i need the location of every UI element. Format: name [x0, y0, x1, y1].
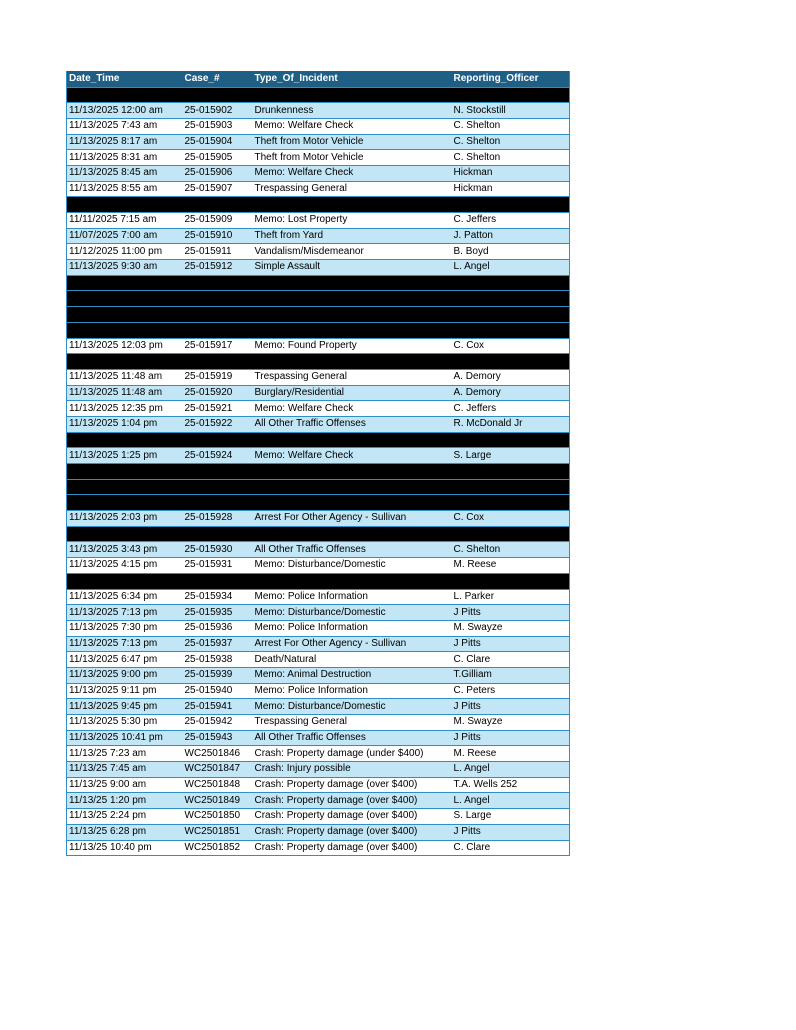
cell-case-number: 25-015940: [183, 683, 253, 699]
cell-type-of-incident: [253, 322, 452, 338]
cell-case-number: 25-015904: [183, 134, 253, 150]
redacted-row: [67, 479, 570, 495]
cell-case-number: [183, 526, 253, 542]
redacted-row: [67, 87, 570, 103]
cell-date-time: 11/13/2025 1:25 pm: [67, 448, 183, 464]
cell-type-of-incident: Crash: Property damage (over $400): [253, 777, 452, 793]
table-row: [67, 683, 570, 699]
table-row: [67, 369, 570, 385]
cell-type-of-incident: Memo: Disturbance/Domestic: [253, 558, 452, 574]
cell-type-of-incident: Theft from Motor Vehicle: [253, 150, 452, 166]
cell-case-number: [183, 87, 253, 103]
cell-type-of-incident: Vandalism/Misdemeanor: [253, 244, 452, 260]
cell-case-number: 25-015903: [183, 118, 253, 134]
cell-case-number: [183, 464, 253, 480]
cell-reporting-officer: [452, 322, 570, 338]
cell-type-of-incident: All Other Traffic Offenses: [253, 542, 452, 558]
cell-date-time: 11/13/2025 11:48 am: [67, 369, 183, 385]
table-row: [67, 511, 570, 527]
table-row: [67, 824, 570, 840]
table-row: [67, 589, 570, 605]
cell-case-number: [183, 307, 253, 323]
cell-reporting-officer: C. Clare: [452, 840, 570, 856]
cell-date-time: [67, 291, 183, 307]
cell-type-of-incident: Memo: Animal Destruction: [253, 667, 452, 683]
incident-table: [66, 71, 570, 856]
cell-type-of-incident: All Other Traffic Offenses: [253, 730, 452, 746]
cell-type-of-incident: All Other Traffic Offenses: [253, 416, 452, 432]
cell-reporting-officer: C. Cox: [452, 338, 570, 354]
cell-date-time: 11/13/2025 4:15 pm: [67, 558, 183, 574]
cell-date-time: 11/11/2025 7:15 am: [67, 213, 183, 229]
cell-date-time: [67, 479, 183, 495]
redacted-row: [67, 322, 570, 338]
cell-date-time: [67, 495, 183, 511]
cell-type-of-incident: [253, 464, 452, 480]
cell-case-number: 25-015902: [183, 103, 253, 119]
cell-type-of-incident: [253, 275, 452, 291]
cell-type-of-incident: [253, 495, 452, 511]
table-row: [67, 103, 570, 119]
cell-type-of-incident: Memo: Disturbance/Domestic: [253, 699, 452, 715]
table-row: [67, 652, 570, 668]
cell-type-of-incident: Trespassing General: [253, 181, 452, 197]
redacted-row: [67, 495, 570, 511]
cell-reporting-officer: C. Jeffers: [452, 401, 570, 417]
cell-case-number: 25-015911: [183, 244, 253, 260]
cell-reporting-officer: J Pitts: [452, 824, 570, 840]
table-row: [67, 385, 570, 401]
cell-date-time: 11/13/2025 9:11 pm: [67, 683, 183, 699]
cell-date-time: 11/13/2025 8:55 am: [67, 181, 183, 197]
cell-reporting-officer: L. Angel: [452, 762, 570, 778]
cell-reporting-officer: J Pitts: [452, 636, 570, 652]
cell-type-of-incident: Crash: Property damage (over $400): [253, 824, 452, 840]
cell-case-number: 25-015941: [183, 699, 253, 715]
cell-case-number: WC2501852: [183, 840, 253, 856]
cell-date-time: 11/13/2025 8:31 am: [67, 150, 183, 166]
cell-reporting-officer: Hickman: [452, 165, 570, 181]
table-row: [67, 699, 570, 715]
cell-type-of-incident: Arrest For Other Agency - Sullivan: [253, 636, 452, 652]
cell-date-time: [67, 322, 183, 338]
cell-type-of-incident: [253, 291, 452, 307]
cell-case-number: 25-015912: [183, 260, 253, 276]
cell-reporting-officer: C. Shelton: [452, 118, 570, 134]
cell-date-time: [67, 87, 183, 103]
cell-date-time: [67, 526, 183, 542]
cell-date-time: [67, 573, 183, 589]
table-row: [67, 730, 570, 746]
cell-date-time: 11/13/2025 9:30 am: [67, 260, 183, 276]
table-row: [67, 448, 570, 464]
cell-case-number: 25-015928: [183, 511, 253, 527]
cell-reporting-officer: C. Peters: [452, 683, 570, 699]
cell-date-time: 11/13/2025 12:00 am: [67, 103, 183, 119]
cell-date-time: 11/13/2025 3:43 pm: [67, 542, 183, 558]
header-case-number: Case_#: [183, 71, 253, 87]
cell-date-time: 11/13/2025 8:17 am: [67, 134, 183, 150]
cell-type-of-incident: Crash: Injury possible: [253, 762, 452, 778]
cell-type-of-incident: Memo: Welfare Check: [253, 448, 452, 464]
cell-date-time: 11/13/2025 6:47 pm: [67, 652, 183, 668]
table-row: [67, 416, 570, 432]
cell-reporting-officer: J Pitts: [452, 699, 570, 715]
cell-case-number: 25-015935: [183, 605, 253, 621]
cell-reporting-officer: [452, 432, 570, 448]
cell-case-number: 25-015917: [183, 338, 253, 354]
cell-type-of-incident: Trespassing General: [253, 715, 452, 731]
cell-case-number: WC2501847: [183, 762, 253, 778]
cell-type-of-incident: [253, 573, 452, 589]
cell-reporting-officer: Hickman: [452, 181, 570, 197]
cell-date-time: 11/13/25 6:28 pm: [67, 824, 183, 840]
cell-case-number: [183, 495, 253, 511]
table-row: [67, 228, 570, 244]
cell-reporting-officer: J. Patton: [452, 228, 570, 244]
cell-type-of-incident: Crash: Property damage (over $400): [253, 809, 452, 825]
header-type-of-incident: Type_Of_Incident: [253, 71, 452, 87]
cell-reporting-officer: L. Angel: [452, 260, 570, 276]
cell-case-number: [183, 197, 253, 213]
cell-date-time: 11/13/2025 7:13 pm: [67, 636, 183, 652]
cell-type-of-incident: Theft from Yard: [253, 228, 452, 244]
cell-case-number: WC2501849: [183, 793, 253, 809]
table-row: [67, 165, 570, 181]
redacted-row: [67, 275, 570, 291]
cell-reporting-officer: N. Stockstill: [452, 103, 570, 119]
cell-date-time: [67, 432, 183, 448]
cell-date-time: 11/13/2025 10:41 pm: [67, 730, 183, 746]
cell-date-time: 11/13/25 7:45 am: [67, 762, 183, 778]
cell-case-number: 25-015931: [183, 558, 253, 574]
cell-date-time: 11/13/2025 7:30 pm: [67, 620, 183, 636]
cell-type-of-incident: Memo: Police Information: [253, 589, 452, 605]
cell-type-of-incident: Memo: Welfare Check: [253, 401, 452, 417]
table-row: [67, 840, 570, 856]
table-row: [67, 558, 570, 574]
cell-type-of-incident: Memo: Welfare Check: [253, 118, 452, 134]
table-row: [67, 620, 570, 636]
table-row: [67, 150, 570, 166]
cell-type-of-incident: Crash: Property damage (under $400): [253, 746, 452, 762]
header-reporting-officer: Reporting_Officer: [452, 71, 570, 87]
cell-reporting-officer: [452, 307, 570, 323]
cell-type-of-incident: Memo: Disturbance/Domestic: [253, 605, 452, 621]
cell-case-number: 25-015921: [183, 401, 253, 417]
cell-type-of-incident: [253, 307, 452, 323]
cell-case-number: 25-015920: [183, 385, 253, 401]
cell-case-number: [183, 479, 253, 495]
cell-reporting-officer: T.Gilliam: [452, 667, 570, 683]
cell-date-time: 11/13/2025 11:48 am: [67, 385, 183, 401]
cell-reporting-officer: M. Reese: [452, 746, 570, 762]
header-date-time: Date_Time: [67, 71, 183, 87]
cell-reporting-officer: C. Shelton: [452, 134, 570, 150]
table-row: [67, 244, 570, 260]
cell-type-of-incident: [253, 197, 452, 213]
cell-date-time: 11/13/25 10:40 pm: [67, 840, 183, 856]
table-row: [67, 213, 570, 229]
table-row: [67, 260, 570, 276]
table-row: [67, 715, 570, 731]
cell-reporting-officer: L. Parker: [452, 589, 570, 605]
cell-reporting-officer: M. Reese: [452, 558, 570, 574]
redacted-row: [67, 197, 570, 213]
cell-reporting-officer: [452, 464, 570, 480]
cell-type-of-incident: Memo: Welfare Check: [253, 165, 452, 181]
cell-date-time: 11/13/2025 8:45 am: [67, 165, 183, 181]
cell-case-number: 25-015936: [183, 620, 253, 636]
cell-reporting-officer: C. Clare: [452, 652, 570, 668]
cell-reporting-officer: C. Jeffers: [452, 213, 570, 229]
cell-case-number: 25-015934: [183, 589, 253, 605]
cell-case-number: [183, 275, 253, 291]
table-row: [67, 605, 570, 621]
cell-reporting-officer: [452, 479, 570, 495]
redacted-row: [67, 526, 570, 542]
table-row: [67, 338, 570, 354]
cell-reporting-officer: [452, 275, 570, 291]
cell-reporting-officer: J Pitts: [452, 605, 570, 621]
cell-date-time: 11/13/2025 12:03 pm: [67, 338, 183, 354]
cell-date-time: 11/13/2025 7:13 pm: [67, 605, 183, 621]
table-row: [67, 542, 570, 558]
table-body: [67, 87, 570, 856]
redacted-row: [67, 464, 570, 480]
cell-reporting-officer: M. Swayze: [452, 715, 570, 731]
cell-type-of-incident: Crash: Property damage (over $400): [253, 793, 452, 809]
cell-reporting-officer: M. Swayze: [452, 620, 570, 636]
cell-date-time: [67, 275, 183, 291]
cell-case-number: WC2501851: [183, 824, 253, 840]
cell-reporting-officer: C. Cox: [452, 511, 570, 527]
cell-date-time: 11/13/2025 9:45 pm: [67, 699, 183, 715]
cell-type-of-incident: Simple Assault: [253, 260, 452, 276]
cell-reporting-officer: B. Boyd: [452, 244, 570, 260]
cell-type-of-incident: [253, 432, 452, 448]
cell-reporting-officer: C. Shelton: [452, 542, 570, 558]
cell-case-number: WC2501850: [183, 809, 253, 825]
cell-reporting-officer: C. Shelton: [452, 150, 570, 166]
cell-type-of-incident: Burglary/Residential: [253, 385, 452, 401]
cell-case-number: 25-015910: [183, 228, 253, 244]
cell-type-of-incident: Memo: Found Property: [253, 338, 452, 354]
cell-type-of-incident: Theft from Motor Vehicle: [253, 134, 452, 150]
cell-type-of-incident: Memo: Police Information: [253, 683, 452, 699]
redacted-row: [67, 432, 570, 448]
cell-type-of-incident: Arrest For Other Agency - Sullivan: [253, 511, 452, 527]
cell-case-number: 25-015937: [183, 636, 253, 652]
cell-case-number: 25-015919: [183, 369, 253, 385]
cell-date-time: 11/13/25 7:23 am: [67, 746, 183, 762]
cell-case-number: 25-015930: [183, 542, 253, 558]
cell-reporting-officer: A. Demory: [452, 369, 570, 385]
cell-case-number: 25-015938: [183, 652, 253, 668]
redacted-row: [67, 573, 570, 589]
cell-reporting-officer: T.A. Wells 252: [452, 777, 570, 793]
cell-reporting-officer: S. Large: [452, 809, 570, 825]
cell-case-number: 25-015906: [183, 165, 253, 181]
cell-date-time: 11/07/2025 7:00 am: [67, 228, 183, 244]
cell-type-of-incident: [253, 354, 452, 370]
cell-date-time: 11/13/2025 5:30 pm: [67, 715, 183, 731]
cell-reporting-officer: [452, 291, 570, 307]
cell-reporting-officer: [452, 354, 570, 370]
cell-case-number: [183, 354, 253, 370]
cell-date-time: 11/13/2025 1:04 pm: [67, 416, 183, 432]
table-row: [67, 793, 570, 809]
cell-type-of-incident: Crash: Property damage (over $400): [253, 840, 452, 856]
cell-date-time: 11/13/2025 6:34 pm: [67, 589, 183, 605]
cell-type-of-incident: [253, 526, 452, 542]
cell-case-number: [183, 573, 253, 589]
cell-date-time: 11/13/25 1:20 pm: [67, 793, 183, 809]
redacted-row: [67, 354, 570, 370]
cell-case-number: 25-015943: [183, 730, 253, 746]
table-row: [67, 181, 570, 197]
cell-reporting-officer: [452, 526, 570, 542]
redacted-row: [67, 307, 570, 323]
redacted-row: [67, 291, 570, 307]
cell-type-of-incident: Memo: Lost Property: [253, 213, 452, 229]
cell-type-of-incident: Death/Natural: [253, 652, 452, 668]
cell-date-time: 11/13/2025 12:35 pm: [67, 401, 183, 417]
cell-date-time: 11/13/25 2:24 pm: [67, 809, 183, 825]
cell-case-number: [183, 432, 253, 448]
cell-reporting-officer: J Pitts: [452, 730, 570, 746]
cell-reporting-officer: R. McDonald Jr: [452, 416, 570, 432]
cell-type-of-incident: [253, 479, 452, 495]
cell-date-time: 11/13/2025 7:43 am: [67, 118, 183, 134]
table-row: [67, 746, 570, 762]
table-row: [67, 667, 570, 683]
cell-type-of-incident: [253, 87, 452, 103]
table-row: [67, 118, 570, 134]
cell-case-number: [183, 322, 253, 338]
cell-date-time: 11/12/2025 11:00 pm: [67, 244, 183, 260]
cell-case-number: WC2501846: [183, 746, 253, 762]
cell-type-of-incident: Trespassing General: [253, 369, 452, 385]
cell-reporting-officer: S. Large: [452, 448, 570, 464]
cell-case-number: 25-015924: [183, 448, 253, 464]
cell-case-number: 25-015939: [183, 667, 253, 683]
cell-reporting-officer: [452, 495, 570, 511]
table-row: [67, 636, 570, 652]
cell-date-time: 11/13/2025 9:00 pm: [67, 667, 183, 683]
cell-type-of-incident: Memo: Police Information: [253, 620, 452, 636]
cell-case-number: 25-015905: [183, 150, 253, 166]
cell-date-time: [67, 197, 183, 213]
cell-case-number: 25-015907: [183, 181, 253, 197]
table-row: [67, 401, 570, 417]
cell-date-time: 11/13/2025 2:03 pm: [67, 511, 183, 527]
cell-case-number: [183, 291, 253, 307]
table-row: [67, 777, 570, 793]
header-row: [67, 71, 570, 87]
cell-date-time: [67, 354, 183, 370]
cell-reporting-officer: A. Demory: [452, 385, 570, 401]
cell-case-number: 25-015909: [183, 213, 253, 229]
cell-date-time: [67, 307, 183, 323]
cell-reporting-officer: L. Angel: [452, 793, 570, 809]
table-row: [67, 762, 570, 778]
table-row: [67, 134, 570, 150]
table-row: [67, 809, 570, 825]
cell-case-number: 25-015922: [183, 416, 253, 432]
cell-reporting-officer: [452, 87, 570, 103]
cell-reporting-officer: [452, 573, 570, 589]
cell-reporting-officer: [452, 197, 570, 213]
cell-date-time: 11/13/25 9:00 am: [67, 777, 183, 793]
cell-case-number: WC2501848: [183, 777, 253, 793]
cell-date-time: [67, 464, 183, 480]
cell-type-of-incident: Drunkenness: [253, 103, 452, 119]
cell-case-number: 25-015942: [183, 715, 253, 731]
